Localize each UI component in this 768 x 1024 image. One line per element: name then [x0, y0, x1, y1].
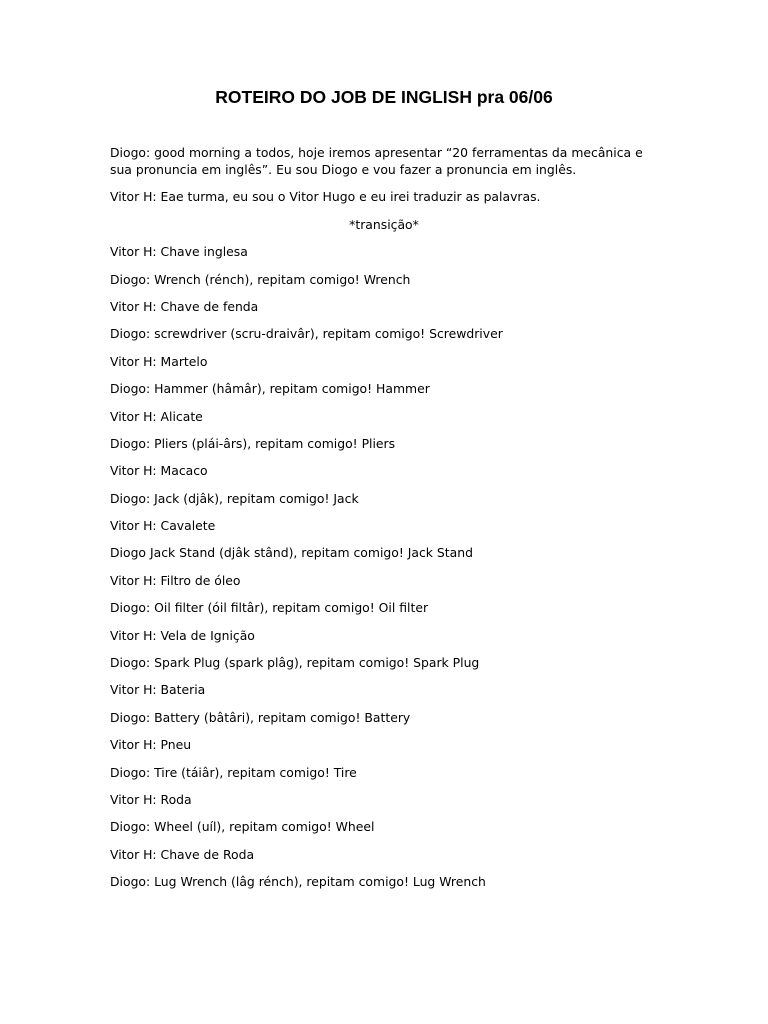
script-line: Diogo: Wheel (uíl), repitam comigo! Wheel — [110, 819, 375, 835]
script-line: Diogo: Pliers (plái-ârs), repitam comigo! Pliers — [110, 435, 396, 451]
script-line: Diogo: Hammer (hâmâr), repitam comigo! Hammer — [110, 381, 430, 397]
script-line: Vitor H: Chave de Roda — [110, 846, 255, 862]
script-line: Vitor H: Roda — [110, 791, 192, 807]
script-line: Vitor H: Alicate — [110, 408, 203, 424]
document-body — [110, 144, 650, 901]
script-line: Diogo: screwdriver (scru-draivâr), repitam comigo! Screwdriver — [110, 326, 503, 342]
script-line: Diogo: Lug Wrench (lâg rénch), repitam comigo! Lug Wrench — [110, 874, 486, 890]
script-line: Diogo: Wrench (rénch), repitam comigo! Wrench — [110, 271, 411, 287]
script-line: Diogo: Oil filter (óil filtâr), repitam comigo! Oil filter — [110, 600, 429, 616]
intro-paragraph: Vitor H: Eae turma, eu sou o Vitor Hugo e eu irei traduzir as palavras. — [110, 189, 541, 205]
script-line: Vitor H: Martelo — [110, 353, 208, 369]
intro-paragraph: Diogo: good morning a todos, hoje iremos apresentar “20 ferramentas da mecânica e sua pronuncia em inglês”. Eu sou Diogo e vou fazer a pronuncia em inglês. — [110, 145, 643, 177]
transition-note: *transição* — [349, 216, 419, 232]
script-line: Vitor H: Cavalete — [110, 518, 216, 534]
script-line: Vitor H: Chave inglesa — [110, 244, 248, 260]
script-line: Diogo: Tire (táiâr), repitam comigo! Tire — [110, 764, 357, 780]
script-line: Diogo: Jack (djâk), repitam comigo! Jack — [110, 490, 359, 506]
script-line: Vitor H: Filtro de óleo — [110, 572, 241, 588]
document-title: ROTEIRO DO JOB DE INGLISH pra 06/06 — [215, 87, 553, 107]
script-line: Vitor H: Macaco — [110, 463, 208, 479]
script-line: Diogo: Battery (bâtâri), repitam comigo! Battery — [110, 709, 411, 725]
script-line: Vitor H: Chave de fenda — [110, 298, 259, 314]
script-line: Vitor H: Pneu — [110, 737, 192, 753]
script-line: Diogo Jack Stand (djâk stând), repitam comigo! Jack Stand — [110, 545, 473, 561]
script-line: Vitor H: Bateria — [110, 682, 206, 698]
script-line: Vitor H: Vela de Ignição — [110, 627, 255, 643]
script-line: Diogo: Spark Plug (spark plâg), repitam comigo! Spark Plug — [110, 655, 480, 671]
